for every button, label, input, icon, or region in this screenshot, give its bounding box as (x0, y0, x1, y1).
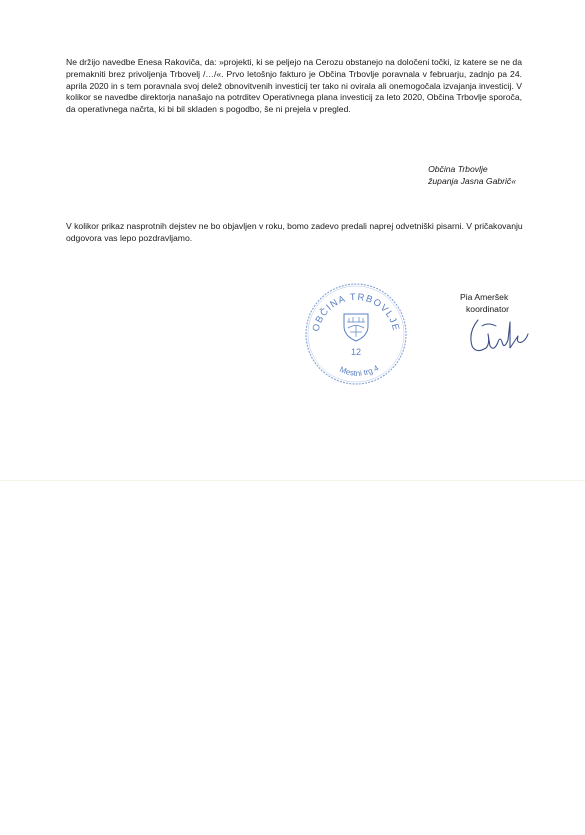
coat-of-arms-icon (344, 314, 368, 341)
letter-paragraph-2: V kolikor prikaz nasprotnih dejstev ne bo objavljen v roku, bomo zadevo predali naprej odvetniški pisarni. V pričakovanju odgovora vas lepo pozdravljamo. (66, 221, 523, 243)
letter-paragraph-1: Ne držijo navedbe Enesa Rakoviča, da: »projekti, ki se peljejo na Cerozu obstanejo na določeni točki, iz katere se ne da premakniti brez privoljenja Trbovelj /…/«. Prvo letošnjo fakturo je Občina Trbovlje poravnala v februarju, zadnjo pa 24. aprila 2020 in s tem poravnala svoj delež obnovitvenih investicij ter tako ni ovirala ali onemogočala izvajanja investicij. V kolikor se navedbe direktorja nanašajo na potrditev Operativnega plana investicij za leto 2020, Občina Trbovlje sporoča, da operativnega načrta, ki bi bil skladen s pogodbo, še ni prejela v pregled. (66, 57, 522, 115)
municipality-stamp (304, 282, 408, 386)
quote-signature-mayor: županja Jasna Gabrič« (428, 176, 516, 186)
stamp-number: 12 (350, 347, 362, 357)
handwritten-signature (466, 312, 532, 356)
quote-signature (428, 163, 516, 187)
stamp-address: Mestni trg 4 (338, 363, 381, 378)
signer-name: Pia Ameršek (460, 292, 509, 302)
page-divider (0, 480, 585, 481)
quote-signature-municipality: Občina Trbovlje (428, 164, 488, 174)
signer-role: koordinator (466, 303, 509, 314)
stamp-text-top: OBČINA TRBOVLJE (310, 291, 402, 333)
